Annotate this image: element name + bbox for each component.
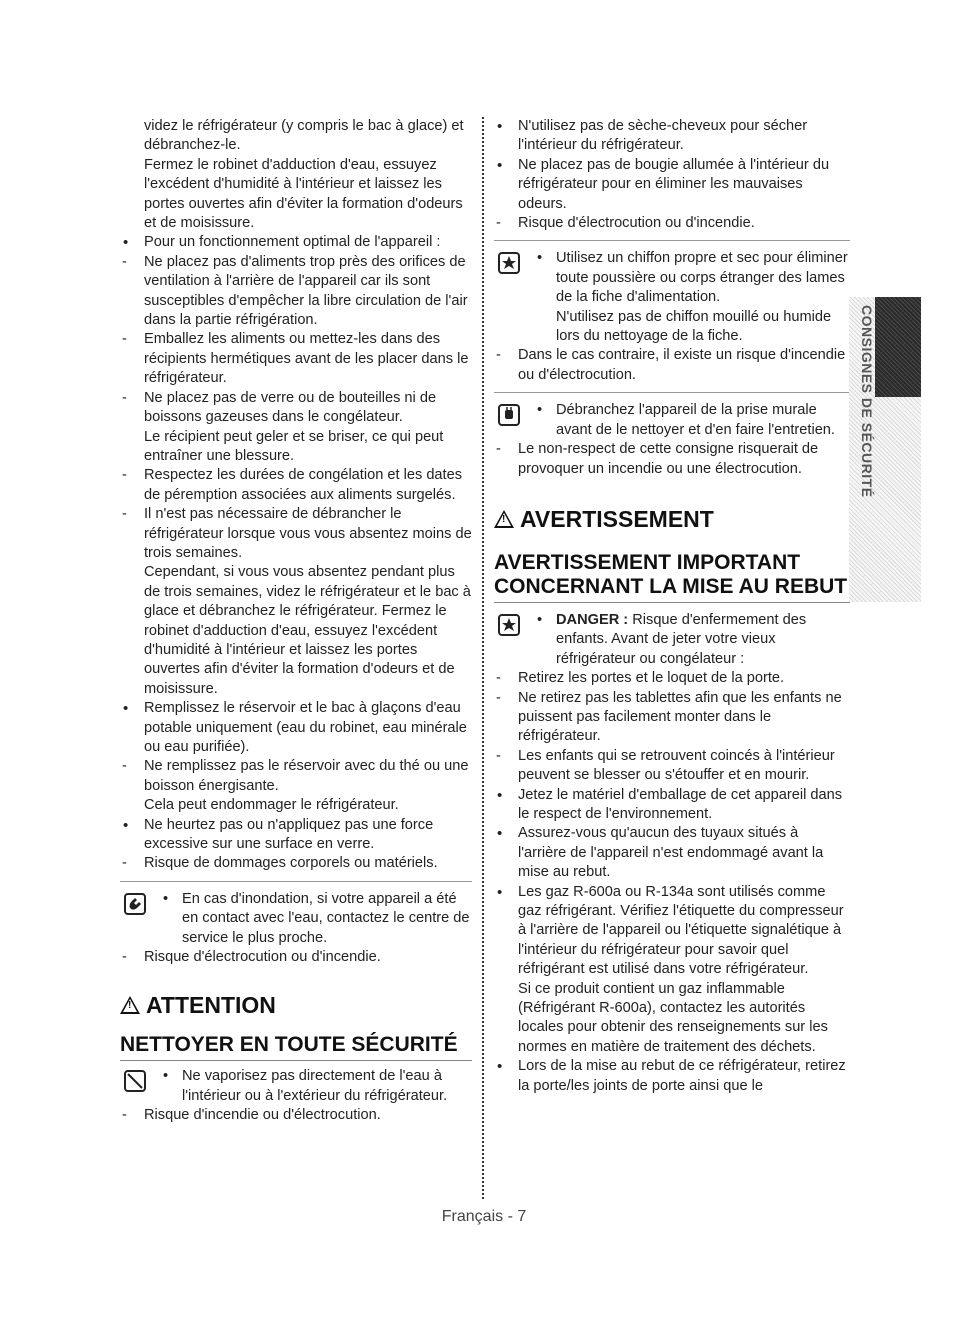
section-side-tab: [849, 297, 921, 602]
symbol-note-text: • En cas d'inondation, si votre appareil a été en contact avec l'eau, contactez le centre de service le plus proche.: [156, 890, 472, 948]
symbol-note: [494, 401, 850, 440]
dash-item: - Risque d'électrocution ou d'incendie.: [120, 948, 472, 967]
danger-label: DANGER :: [556, 611, 629, 628]
separator-line: [120, 881, 472, 882]
warning-triangle-icon: [494, 510, 514, 528]
dash-item: - Ne retirez pas les tablettes afin que les enfants ne puissent pas facilement monter dans le réfrigérateur.: [494, 689, 850, 747]
symbol-note-line: • Utilisez un chiffon propre et sec pour éliminer toute poussière ou corps étranger des lames de la fiche d'alimentation.: [556, 250, 848, 306]
prohibited-icon: [124, 1070, 146, 1092]
paragraph: Le récipient peut geler et se briser, ce qui peut entraîner une blessure.: [144, 428, 444, 464]
symbol-note-text: • Ne vaporisez pas directement de l'eau à l'intérieur ou à l'extérieur du réfrigérateur.: [156, 1067, 472, 1106]
symbol-note: [120, 1067, 472, 1106]
symbol-note-text: [530, 611, 850, 669]
paragraph: Si ce produit contient un gaz inflammable (Réfrigérant R-600a), contactez les autorités locales pour obtenir des renseignements sur les normes en matière de traitement des déchets.: [518, 980, 828, 1055]
bullet-item: • Jetez le matériel d'emballage de cet appareil dans le respect de l'environnement.: [494, 786, 850, 825]
paragraph: Cela peut endommager le réfrigérateur.: [144, 797, 399, 814]
section-title: AVERTISSEMENT IMPORTANT CONCERNANT LA MISE AU REBUT: [494, 551, 850, 603]
warning-triangle-icon: [120, 996, 140, 1014]
page-footer: Français - 7: [441, 1208, 527, 1225]
separator-line: [494, 392, 850, 393]
warning-title: AVERTISSEMENT: [520, 505, 714, 532]
dash-item: - Ne placez pas d'aliments trop près des orifices de ventilation à l'arrière de l'appareil car ils sont susceptibles d'empêcher la libre circulation de l'air dans la partie réfrigération.: [120, 253, 472, 331]
dash-item: - Le non-respect de cette consigne risquerait de provoquer un incendie ou une électrocution.: [494, 440, 850, 479]
symbol-note: [494, 611, 850, 669]
bullet-item: • Ne placez pas de bougie allumée à l'intérieur du réfrigérateur pour en éliminer les mauvaises odeurs.: [494, 156, 850, 214]
bullet-item: • Lors de la mise au rebut de ce réfrigérateur, retirez la porte/les joints de porte ainsi que le: [494, 1057, 850, 1096]
separator-line: [494, 240, 850, 241]
bullet-item: • N'utilisez pas de sèche-cheveux pour sécher l'intérieur du réfrigérateur.: [494, 117, 850, 156]
symbol-note-line: N'utilisez pas de chiffon mouillé ou humide lors du nettoyage de la fiche.: [556, 308, 832, 345]
symbol-note-text: • Débranchez l'appareil de la prise murale avant de le nettoyer et d'en faire l'entretien.: [530, 401, 850, 440]
dash-item: - Respectez les durées de congélation et les dates de péremption associées aux aliments surgelés.: [120, 466, 472, 505]
warning-heading: [494, 505, 850, 533]
bullet-item: • Remplissez le réservoir et le bac à glaçons d'eau potable uniquement (eau du robinet, eau minérale ou eau purifiée).: [120, 699, 472, 757]
dash-item: - Risque d'incendie ou d'électrocution.: [120, 1106, 472, 1125]
symbol-note: [494, 249, 850, 346]
dash-item: - Les enfants qui se retrouvent coincés à l'intérieur peuvent se blesser ou s'étouffer et en mourir.: [494, 747, 850, 786]
dash-item: - Emballez les aliments ou mettez-les dans des récipients hermétiques avant de les placer dans le réfrigérateur.: [120, 330, 472, 388]
attention-title: ATTENTION: [146, 992, 276, 1019]
caution-star-icon: [498, 614, 520, 636]
danger-text: Risque d'enfermement des enfants. Avant de jeter votre vieux réfrigérateur ou congélateur :: [556, 611, 807, 667]
symbol-note: [120, 890, 472, 948]
paragraph: Cependant, si vous vous absentez pendant plus de trois semaines, videz le réfrigérateur et le bac à glace et débranchez le réfrigérateur. Fermez le robinet d'adduction d'eau, essuyez l'excédent d'humidité à l'intérieur et laissez les portes ouvertes afin d'éviter la formation d'odeurs et de moisissure.: [144, 564, 471, 697]
caution-star-icon: [498, 252, 520, 274]
bullet-item: • Les gaz R-600a ou R-134a sont utilisés comme gaz réfrigérant. Vérifiez l'étiquette du compresseur à l'arrière de l'appareil ou l'étiquette signalétique à l'intérieur du réfrigérateur pour savoir quel réfrigérant est utilisé dans votre réfrigérateur.: [494, 883, 850, 980]
section-title: NETTOYER EN TOUTE SÉCURITÉ: [120, 1033, 472, 1061]
paragraph: Fermez le robinet d'adduction d'eau, essuyez l'excédent d'humidité à l'intérieur et laissez les portes ouvertes afin d'éviter la formation d'odeurs et de moisissure.: [144, 156, 463, 232]
side-tab-marker: [875, 297, 921, 397]
dash-item: - Risque de dommages corporels ou matériels.: [120, 854, 472, 873]
bullet-item: • Ne heurtez pas ou n'appliquez pas une force excessive sur une surface en verre.: [120, 816, 472, 855]
column-divider: [482, 117, 484, 1199]
dash-item: - Ne remplissez pas le réservoir avec du thé ou une boisson énergisante.: [120, 757, 472, 796]
side-tab-label: CONSIGNES DE SÉCURITÉ: [859, 305, 875, 498]
unplug-icon: [498, 404, 520, 426]
dash-item: - Il n'est pas nécessaire de débrancher le réfrigérateur lorsque vous vous absentez moins de trois semaines.: [120, 505, 472, 563]
dash-item: - Retirez les portes et le loquet de la porte.: [494, 669, 850, 688]
paragraph: videz le réfrigérateur (y compris le bac à glace) et débranchez-le.: [144, 118, 464, 154]
right-column: [494, 117, 850, 1096]
contact-service-icon: [124, 893, 146, 915]
bullet-item: • Assurez-vous qu'aucun des tuyaux situés à l'arrière de l'appareil n'est endommagé avant la mise au rebut.: [494, 824, 850, 882]
left-column: [120, 117, 472, 1126]
dash-item: - Dans le cas contraire, il existe un risque d'incendie ou d'électrocution.: [494, 346, 850, 385]
bullet-item: • Pour un fonctionnement optimal de l'appareil :: [120, 233, 472, 252]
dash-item: - Ne placez pas de verre ou de bouteilles ni de boissons gazeuses dans le congélateur.: [120, 389, 472, 428]
symbol-note-text: [530, 249, 850, 346]
attention-heading: [120, 991, 472, 1019]
dash-item: - Risque d'électrocution ou d'incendie.: [494, 214, 850, 233]
